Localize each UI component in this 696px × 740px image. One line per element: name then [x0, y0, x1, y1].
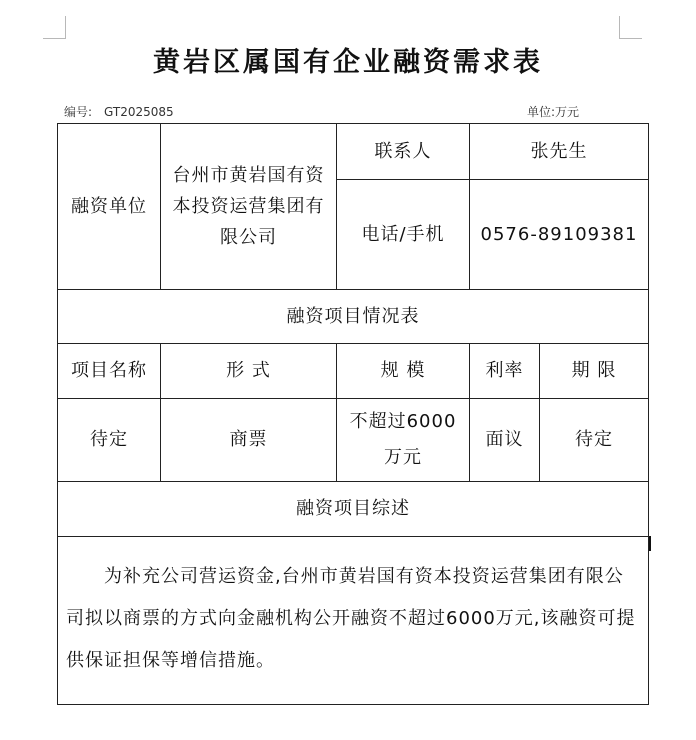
phone-label: 电话/手机: [337, 180, 470, 290]
cell-project-name: 待定: [58, 399, 161, 482]
financing-unit-label: 融资单位: [58, 124, 161, 290]
contact-name: 张先生: [470, 124, 649, 180]
page-corner-mark-top-right: [619, 16, 642, 39]
serial-label: 编号:: [64, 105, 93, 119]
table-row: [58, 290, 649, 344]
phone-value: 0576-89109381: [470, 180, 649, 290]
header-project-name: 项目名称: [58, 344, 161, 399]
contact-label: 联系人: [337, 124, 470, 180]
table-row: [58, 344, 649, 399]
cell-scale: 不超过6000万元: [337, 399, 470, 482]
table-row: [58, 482, 649, 537]
header-term: 期 限: [540, 344, 649, 399]
cell-form: 商票: [161, 399, 337, 482]
financing-demand-table: [57, 123, 649, 705]
unit-label: 单位:万元: [527, 105, 580, 119]
serial-value: GT2025085: [104, 105, 174, 119]
header-form: 形 式: [161, 344, 337, 399]
table-row: [58, 124, 649, 180]
table-row: [58, 537, 649, 705]
page-corner-mark-top-left: [43, 16, 66, 39]
serial-number: [64, 103, 174, 120]
project-section-title: 融资项目情况表: [58, 290, 649, 344]
summary-title: 融资项目综述: [58, 482, 649, 537]
summary-text: 为补充公司营运资金,台州市黄岩国有资本投资运营集团有限公司拟以商票的方式向金融机构公开融资不超过6000万元,该融资可提供保证担保等增信措施。: [66, 565, 636, 671]
header-rate: 利率: [470, 344, 540, 399]
cell-term: 待定: [540, 399, 649, 482]
financing-unit-name: 台州市黄岩国有资本投资运营集团有限公司: [161, 124, 337, 290]
summary-cell: [58, 537, 649, 705]
text-cursor: [649, 536, 651, 551]
cell-rate: 面议: [470, 399, 540, 482]
table-row: [58, 399, 649, 482]
document-title: 黄岩区属国有企业融资需求表: [153, 47, 543, 78]
header-scale: 规 模: [337, 344, 470, 399]
